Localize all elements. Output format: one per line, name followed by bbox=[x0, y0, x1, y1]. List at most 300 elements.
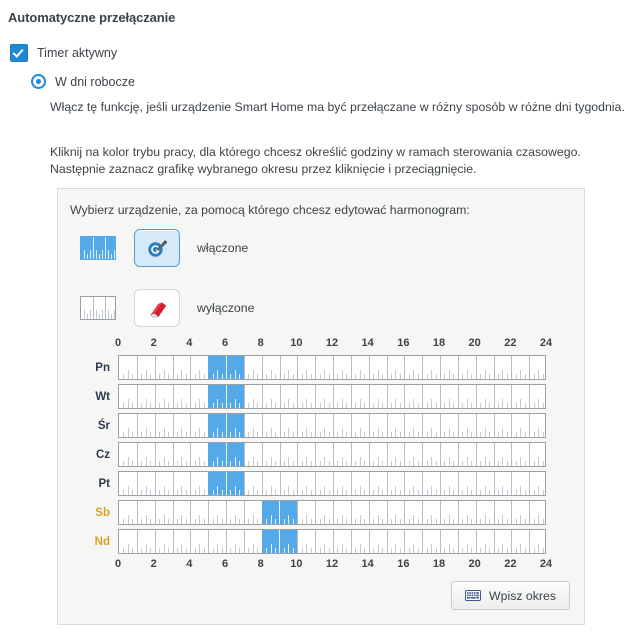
minor-tick bbox=[395, 515, 396, 524]
minor-tick bbox=[360, 370, 361, 379]
minor-tick bbox=[480, 403, 481, 408]
hour-gridline bbox=[440, 414, 441, 437]
minor-tick bbox=[164, 457, 165, 466]
minor-tick bbox=[378, 399, 379, 408]
minor-tick bbox=[324, 370, 325, 379]
minor-tick bbox=[195, 461, 196, 466]
schedule-panel bbox=[57, 188, 585, 625]
minor-tick bbox=[132, 432, 133, 437]
minor-tick bbox=[507, 490, 508, 495]
hour-gridline bbox=[155, 443, 156, 466]
minor-tick bbox=[266, 548, 267, 553]
minor-tick bbox=[382, 548, 383, 553]
minor-tick bbox=[507, 461, 508, 466]
hour-gridline bbox=[511, 414, 512, 437]
day-track-Pt[interactable] bbox=[118, 471, 546, 496]
description-paragraph-1: Włącz tę funkcję, jeśli urządzenie Smart Home ma być przełączane w różny sposób w różne dni tygodnia. bbox=[50, 100, 625, 114]
minor-tick bbox=[462, 548, 463, 553]
minor-tick bbox=[355, 374, 356, 379]
minor-tick bbox=[239, 519, 240, 524]
swatch-tick bbox=[87, 254, 88, 259]
minor-tick bbox=[355, 403, 356, 408]
minor-tick bbox=[489, 461, 490, 466]
minor-tick bbox=[284, 519, 285, 524]
minor-tick bbox=[516, 548, 517, 553]
workdays-radio[interactable] bbox=[31, 74, 46, 89]
minor-tick bbox=[489, 403, 490, 408]
minor-tick bbox=[177, 432, 178, 437]
minor-tick bbox=[507, 403, 508, 408]
active-interval[interactable] bbox=[208, 443, 244, 466]
hour-gridline bbox=[351, 472, 352, 495]
swatch-divider bbox=[93, 297, 94, 319]
minor-tick bbox=[391, 490, 392, 495]
minor-tick bbox=[257, 548, 258, 553]
minor-tick bbox=[516, 403, 517, 408]
hour-gridline bbox=[155, 530, 156, 553]
minor-tick bbox=[164, 428, 165, 437]
minor-tick bbox=[525, 461, 526, 466]
minor-tick bbox=[266, 490, 267, 495]
minor-tick bbox=[418, 374, 419, 379]
minor-tick bbox=[543, 519, 544, 524]
day-track-Nd[interactable] bbox=[118, 529, 546, 554]
minor-tick bbox=[400, 403, 401, 408]
minor-tick bbox=[436, 461, 437, 466]
swatch-on-icon bbox=[80, 236, 116, 260]
axis-tick-label: 18 bbox=[432, 558, 446, 570]
minor-tick bbox=[409, 519, 410, 524]
hour-gridline bbox=[476, 530, 477, 553]
minor-tick bbox=[391, 548, 392, 553]
axis-tick-label: 6 bbox=[221, 337, 229, 349]
minor-tick bbox=[253, 457, 254, 466]
minor-tick bbox=[471, 490, 472, 495]
minor-tick bbox=[534, 490, 535, 495]
minor-tick bbox=[395, 486, 396, 495]
hour-gridline bbox=[262, 356, 263, 379]
minor-tick bbox=[364, 374, 365, 379]
minor-tick bbox=[177, 403, 178, 408]
axis-tick-label: 2 bbox=[150, 558, 157, 570]
minor-tick bbox=[195, 432, 196, 437]
minor-tick bbox=[436, 548, 437, 553]
minor-tick bbox=[498, 548, 499, 553]
hour-gridline bbox=[422, 414, 423, 437]
hour-gridline bbox=[440, 385, 441, 408]
hour-gridline bbox=[440, 443, 441, 466]
hour-gridline bbox=[244, 501, 245, 524]
hour-gridline bbox=[387, 501, 388, 524]
minor-tick bbox=[355, 519, 356, 524]
device-on-label: włączone bbox=[197, 241, 249, 255]
minor-tick bbox=[150, 548, 151, 553]
hour-gridline bbox=[387, 385, 388, 408]
minor-tick bbox=[337, 432, 338, 437]
minor-tick bbox=[378, 486, 379, 495]
hour-gridline bbox=[173, 501, 174, 524]
active-interval[interactable] bbox=[262, 501, 298, 524]
hour-gridline bbox=[155, 414, 156, 437]
minor-tick bbox=[302, 432, 303, 437]
minor-tick bbox=[257, 432, 258, 437]
minor-tick bbox=[413, 486, 414, 495]
minor-tick bbox=[480, 374, 481, 379]
minor-tick bbox=[195, 548, 196, 553]
swatch-tick bbox=[84, 250, 85, 259]
minor-tick bbox=[382, 519, 383, 524]
day-label: Nd bbox=[94, 535, 110, 548]
minor-tick bbox=[217, 486, 218, 495]
hour-gridline bbox=[476, 501, 477, 524]
minor-tick bbox=[480, 519, 481, 524]
minor-tick bbox=[213, 403, 214, 408]
minor-tick bbox=[444, 490, 445, 495]
minor-tick bbox=[471, 432, 472, 437]
day-track-Pn[interactable] bbox=[118, 355, 546, 380]
eraser-tool-button[interactable] bbox=[134, 289, 180, 327]
minor-tick bbox=[239, 548, 240, 553]
minor-tick bbox=[485, 370, 486, 379]
minor-tick bbox=[342, 544, 343, 553]
hour-gridline bbox=[315, 530, 316, 553]
hour-gridline bbox=[137, 414, 138, 437]
minor-tick bbox=[213, 548, 214, 553]
minor-tick bbox=[480, 461, 481, 466]
hour-gridline bbox=[440, 472, 441, 495]
hour-gridline bbox=[208, 501, 209, 524]
minor-tick bbox=[324, 428, 325, 437]
hour-gridline bbox=[190, 530, 191, 553]
minor-tick bbox=[467, 370, 468, 379]
keyboard-icon bbox=[465, 590, 481, 601]
active-interval[interactable] bbox=[208, 472, 244, 495]
minor-tick bbox=[266, 461, 267, 466]
minor-tick bbox=[502, 515, 503, 524]
hour-gridline bbox=[351, 501, 352, 524]
pen-tool-button[interactable] bbox=[134, 229, 180, 267]
hour-gridline bbox=[137, 385, 138, 408]
weekly-schedule-chart bbox=[70, 337, 570, 573]
minor-tick bbox=[337, 548, 338, 553]
hour-gridline bbox=[351, 385, 352, 408]
day-track-Sb[interactable] bbox=[118, 500, 546, 525]
minor-tick bbox=[195, 403, 196, 408]
minor-tick bbox=[471, 403, 472, 408]
schedule-row bbox=[70, 529, 570, 554]
hour-gridline bbox=[404, 443, 405, 466]
hour-gridline bbox=[315, 385, 316, 408]
minor-tick bbox=[418, 548, 419, 553]
hour-gridline bbox=[173, 443, 174, 466]
minor-tick bbox=[181, 370, 182, 379]
minor-tick bbox=[181, 399, 182, 408]
minor-tick bbox=[159, 548, 160, 553]
minor-tick bbox=[507, 432, 508, 437]
minor-tick bbox=[181, 428, 182, 437]
minor-tick bbox=[520, 370, 521, 379]
hour-gridline bbox=[422, 443, 423, 466]
minor-tick bbox=[502, 544, 503, 553]
minor-tick bbox=[489, 519, 490, 524]
axis-tick-label: 8 bbox=[257, 558, 264, 570]
hour-gridline bbox=[529, 385, 530, 408]
minor-tick bbox=[449, 399, 450, 408]
axis-tick-label: 4 bbox=[186, 558, 193, 570]
minor-tick bbox=[382, 374, 383, 379]
hour-gridline bbox=[173, 385, 174, 408]
minor-tick bbox=[498, 432, 499, 437]
hour-gridline bbox=[369, 501, 370, 524]
schedule-row bbox=[70, 500, 570, 525]
hour-gridline bbox=[476, 443, 477, 466]
minor-tick bbox=[177, 490, 178, 495]
minor-tick bbox=[520, 486, 521, 495]
hour-gridline bbox=[173, 414, 174, 437]
minor-tick bbox=[449, 370, 450, 379]
minor-tick bbox=[222, 490, 223, 495]
hour-gridline bbox=[137, 501, 138, 524]
active-interval[interactable] bbox=[208, 385, 244, 408]
minor-tick bbox=[382, 461, 383, 466]
minor-tick bbox=[235, 457, 236, 466]
hour-gridline bbox=[262, 385, 263, 408]
minor-tick bbox=[520, 544, 521, 553]
minor-tick bbox=[342, 399, 343, 408]
hour-gridline bbox=[280, 356, 281, 379]
minor-tick bbox=[235, 486, 236, 495]
minor-tick bbox=[409, 490, 410, 495]
minor-tick bbox=[186, 490, 187, 495]
minor-tick bbox=[431, 515, 432, 524]
minor-tick bbox=[181, 486, 182, 495]
minor-tick bbox=[453, 548, 454, 553]
swatch-tick bbox=[108, 310, 109, 319]
swatch-tick bbox=[102, 250, 103, 259]
minor-tick bbox=[284, 374, 285, 379]
axis-tick-label: 18 bbox=[432, 337, 446, 349]
swatch-tick bbox=[108, 250, 109, 259]
minor-tick bbox=[543, 461, 544, 466]
hour-gridline bbox=[137, 356, 138, 379]
minor-tick bbox=[471, 374, 472, 379]
minor-tick bbox=[253, 544, 254, 553]
minor-tick bbox=[413, 370, 414, 379]
day-track-Śr[interactable] bbox=[118, 413, 546, 438]
active-interval[interactable] bbox=[208, 414, 244, 437]
hour-gridline bbox=[351, 443, 352, 466]
hour-gridline bbox=[280, 472, 281, 495]
minor-tick bbox=[288, 515, 289, 524]
minor-tick bbox=[288, 370, 289, 379]
minor-tick bbox=[311, 490, 312, 495]
minor-tick bbox=[462, 519, 463, 524]
hour-gridline bbox=[173, 472, 174, 495]
hour-gridline bbox=[476, 472, 477, 495]
minor-tick bbox=[418, 519, 419, 524]
device-option-off[interactable] bbox=[80, 289, 254, 327]
timer-active-checkbox[interactable] bbox=[10, 44, 28, 62]
hour-gridline bbox=[440, 356, 441, 379]
minor-tick bbox=[427, 490, 428, 495]
swatch-tick bbox=[99, 254, 100, 259]
minor-tick bbox=[413, 457, 414, 466]
minor-tick bbox=[329, 461, 330, 466]
hour-gridline bbox=[529, 472, 530, 495]
minor-tick bbox=[538, 544, 539, 553]
active-interval[interactable] bbox=[208, 356, 244, 379]
swatch-tick bbox=[90, 310, 91, 319]
swatch-tick bbox=[90, 250, 91, 259]
hour-gridline bbox=[404, 356, 405, 379]
minor-tick bbox=[141, 403, 142, 408]
day-track-Wt[interactable] bbox=[118, 384, 546, 409]
minor-tick bbox=[222, 403, 223, 408]
minor-tick bbox=[293, 519, 294, 524]
minor-tick bbox=[507, 374, 508, 379]
minor-tick bbox=[329, 374, 330, 379]
minor-tick bbox=[498, 461, 499, 466]
hour-gridline bbox=[333, 472, 334, 495]
minor-tick bbox=[346, 548, 347, 553]
hour-gridline bbox=[226, 414, 227, 437]
minor-tick bbox=[199, 486, 200, 495]
minor-tick bbox=[275, 374, 276, 379]
hour-gridline bbox=[494, 443, 495, 466]
minor-tick bbox=[364, 519, 365, 524]
minor-tick bbox=[498, 490, 499, 495]
minor-tick bbox=[525, 403, 526, 408]
minor-tick bbox=[342, 428, 343, 437]
hour-gridline bbox=[190, 501, 191, 524]
minor-tick bbox=[239, 432, 240, 437]
panel-heading: Wybierz urządzenie, za pomocą którego chcesz edytować harmonogram: bbox=[70, 203, 470, 217]
minor-tick bbox=[427, 374, 428, 379]
hour-gridline bbox=[190, 356, 191, 379]
minor-tick bbox=[311, 403, 312, 408]
minor-tick bbox=[436, 374, 437, 379]
hour-gridline bbox=[529, 356, 530, 379]
hour-gridline bbox=[529, 530, 530, 553]
minor-tick bbox=[284, 432, 285, 437]
minor-tick bbox=[373, 374, 374, 379]
minor-tick bbox=[525, 548, 526, 553]
minor-tick bbox=[525, 519, 526, 524]
hour-gridline bbox=[404, 501, 405, 524]
minor-tick bbox=[204, 490, 205, 495]
minor-tick bbox=[204, 432, 205, 437]
minor-tick bbox=[230, 432, 231, 437]
minor-tick bbox=[128, 457, 129, 466]
minor-tick bbox=[199, 428, 200, 437]
minor-tick bbox=[449, 486, 450, 495]
minor-tick bbox=[311, 432, 312, 437]
axis-tick-label: 12 bbox=[325, 337, 339, 349]
axis-tick-label: 0 bbox=[114, 337, 122, 349]
minor-tick bbox=[480, 548, 481, 553]
axis-tick-label: 22 bbox=[504, 558, 517, 570]
minor-tick bbox=[324, 515, 325, 524]
day-track-Cz[interactable] bbox=[118, 442, 546, 467]
minor-tick bbox=[400, 490, 401, 495]
minor-tick bbox=[146, 428, 147, 437]
minor-tick bbox=[520, 428, 521, 437]
minor-tick bbox=[248, 461, 249, 466]
minor-tick bbox=[288, 428, 289, 437]
schedule-rows bbox=[70, 355, 570, 554]
enter-period-button[interactable] bbox=[451, 581, 570, 610]
minor-tick bbox=[235, 544, 236, 553]
minor-tick bbox=[168, 374, 169, 379]
minor-tick bbox=[168, 548, 169, 553]
minor-tick bbox=[275, 403, 276, 408]
minor-tick bbox=[413, 428, 414, 437]
hour-gridline bbox=[297, 443, 298, 466]
minor-tick bbox=[164, 515, 165, 524]
minor-tick bbox=[195, 374, 196, 379]
minor-tick bbox=[462, 461, 463, 466]
swatch-divider bbox=[105, 297, 106, 319]
minor-tick bbox=[324, 399, 325, 408]
active-interval[interactable] bbox=[262, 530, 298, 553]
minor-tick bbox=[534, 519, 535, 524]
minor-tick bbox=[427, 548, 428, 553]
minor-tick bbox=[538, 457, 539, 466]
minor-tick bbox=[360, 428, 361, 437]
hour-gridline bbox=[333, 501, 334, 524]
minor-tick bbox=[204, 519, 205, 524]
schedule-row bbox=[70, 384, 570, 409]
minor-tick bbox=[378, 544, 379, 553]
minor-tick bbox=[427, 432, 428, 437]
minor-tick bbox=[266, 432, 267, 437]
minor-tick bbox=[409, 461, 410, 466]
minor-tick bbox=[248, 548, 249, 553]
minor-tick bbox=[271, 515, 272, 524]
hour-gridline bbox=[226, 385, 227, 408]
minor-tick bbox=[337, 374, 338, 379]
minor-tick bbox=[320, 548, 321, 553]
minor-tick bbox=[146, 515, 147, 524]
minor-tick bbox=[306, 399, 307, 408]
minor-tick bbox=[266, 403, 267, 408]
minor-tick bbox=[248, 432, 249, 437]
minor-tick bbox=[391, 461, 392, 466]
workdays-radio-row[interactable] bbox=[31, 74, 135, 89]
minor-tick bbox=[213, 432, 214, 437]
minor-tick bbox=[489, 374, 490, 379]
minor-tick bbox=[360, 486, 361, 495]
minor-tick bbox=[485, 486, 486, 495]
minor-tick bbox=[253, 486, 254, 495]
minor-tick bbox=[502, 428, 503, 437]
minor-tick bbox=[378, 515, 379, 524]
minor-tick bbox=[146, 370, 147, 379]
hour-gridline bbox=[280, 443, 281, 466]
axis-tick-label: 10 bbox=[290, 337, 303, 349]
swatch-tick bbox=[102, 310, 103, 319]
axis-tick-label: 0 bbox=[114, 558, 122, 570]
minor-tick bbox=[293, 432, 294, 437]
minor-tick bbox=[538, 370, 539, 379]
timer-active-checkbox-row[interactable] bbox=[10, 44, 117, 62]
minor-tick bbox=[471, 519, 472, 524]
device-option-on[interactable] bbox=[80, 229, 248, 267]
minor-tick bbox=[391, 432, 392, 437]
minor-tick bbox=[520, 515, 521, 524]
minor-tick bbox=[150, 374, 151, 379]
minor-tick bbox=[181, 515, 182, 524]
